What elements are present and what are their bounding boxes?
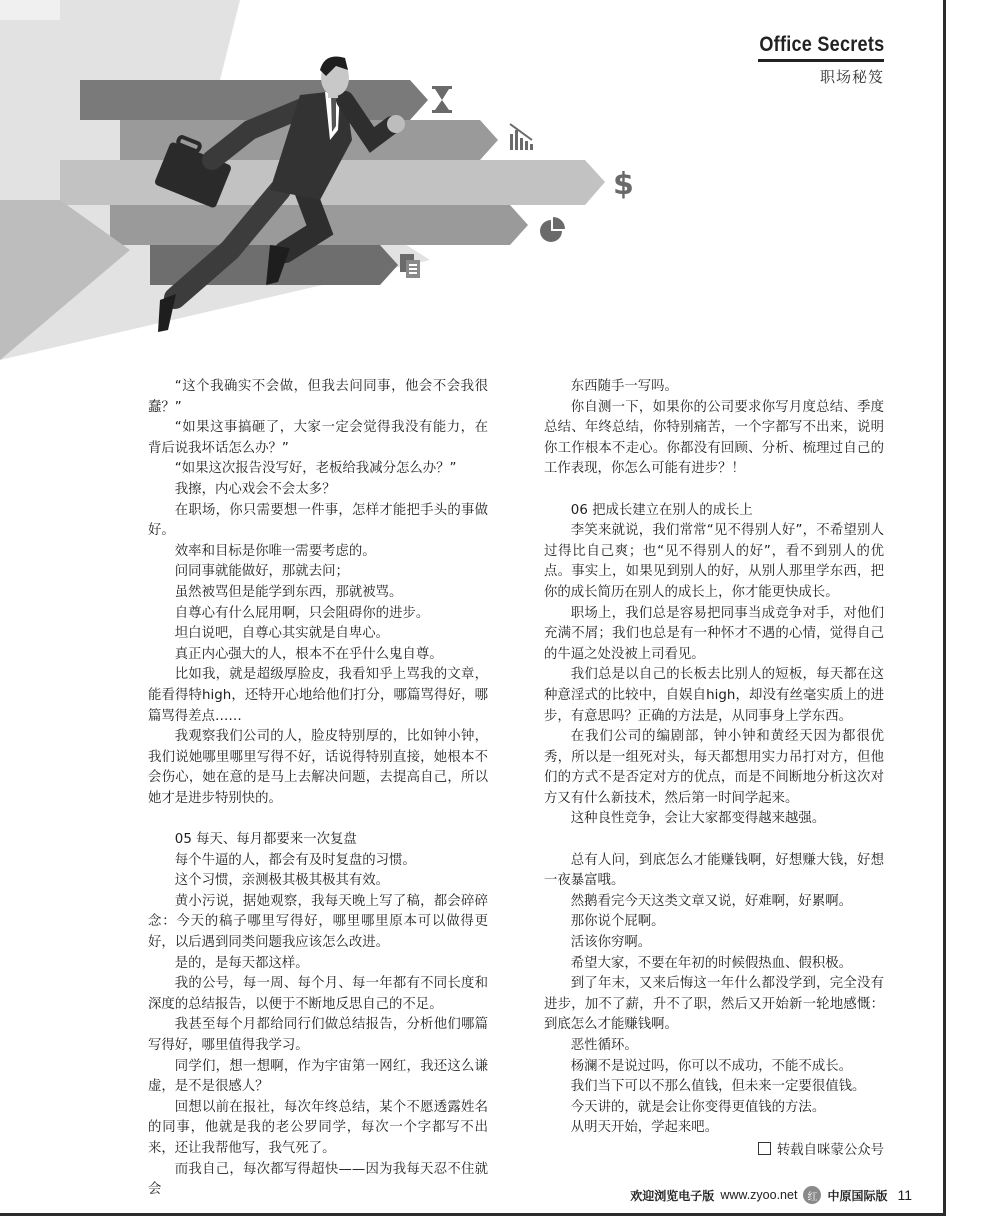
paragraph: 自尊心有什么屁用啊，只会阻碍你的进步。 (174, 605, 430, 621)
paragraph: 我的公号，每一周、每个月、每一年都有不同长度和深度的总结报告，以便于不断地反思自己的不足。 (148, 976, 488, 1012)
paragraph: 希望大家，不要在年初的时候假热血、假积极。 (570, 955, 852, 971)
paragraph: 这种良性竞争，会让大家都变得越来越强。 (570, 811, 826, 827)
paragraph: 我甚至每个月都给同行们做总结报告，分析他们哪篇写得好，哪里值得我学习。 (148, 1017, 488, 1053)
paragraph: 然鹅看完今天这类文章又说，好难啊，好累啊。 (570, 893, 852, 909)
paragraph: “如果这次报告没写好，老板给我减分怎么办？” (174, 461, 457, 477)
masthead-title-cn: 职场秘笈 (819, 68, 884, 86)
section-heading-05: 05 每天、每月都要来一次复盘 (174, 832, 357, 848)
paragraph: 我们总是以自己的长板去比别人的短板，每天都在这种意淫式的比较中，自娱自high，却没有丝毫实质上的进步，有意思吗？正确的方法是，从同事身上学东西。 (544, 667, 884, 724)
footer-badge-icon: 红 (803, 1186, 821, 1204)
paragraph: 而我自己，每次都写得超快——因为我每天忍不住就会 (148, 1161, 488, 1198)
page-footer (630, 1186, 912, 1204)
section-heading-06: 06 把成长建立在别人的成长上 (570, 502, 753, 518)
paragraph: 比如我，就是超级厚脸皮，我看知乎上骂我的文章，能看得特high，还特开心地给他们打分，哪篇骂得好，哪篇骂得差点…… (148, 667, 488, 724)
paragraph: 那你说个屁啊。 (570, 914, 665, 930)
paragraph: 从明天开始，学起来吧。 (570, 1120, 719, 1136)
paragraph: 问同事就能做好，那就去问； (174, 564, 349, 580)
paragraph: 我们当下可以不那么值钱，但未来一定要很值钱。 (570, 1079, 866, 1095)
paragraph: 是的，是每天都这样。 (174, 955, 309, 971)
paragraph: 你自测一下，如果你的公司要求你写月度总结、季度总结、年终总结，你特别痛苦，一个字都写不出来，说明你工作根本不走心。你都没有回顾、分析、梳理过自己的工作表现，你怎么可能有进步？！ (544, 399, 884, 477)
paragraph: 今天讲的，就是会让你变得更值钱的方法。 (570, 1099, 826, 1115)
paragraph: 黄小污说，据她观察，我每天晚上写了稿，都会碎碎念：今天的稿子哪里写得好，哪里哪里原本可以做得更好，以后遇到同类问题我应该怎么改进。 (148, 893, 488, 951)
paragraph: 同学们，想一想啊，作为宇宙第一网红，我还这么谦虚，是不是很感人？ (148, 1058, 488, 1095)
paragraph: 这个习惯，亲测极其极其极其有效。 (174, 873, 390, 889)
article-left-column (148, 377, 488, 1201)
footer-welcome: 欢迎浏览电子版 (630, 1188, 715, 1203)
masthead-rule (758, 59, 884, 62)
paragraph: 坦白说吧，自尊心其实就是自卑心。 (174, 626, 390, 642)
article-right-column (544, 377, 884, 1162)
source-text: 转载自咪蒙公众号 (776, 1142, 884, 1158)
paragraph-gap (148, 809, 488, 830)
dollar-icon (613, 167, 634, 202)
svg-text:$: $ (613, 167, 634, 202)
paragraph: 每个牛逼的人，都会有及时复盘的习惯。 (174, 852, 416, 868)
paragraph: 到了年末，又来后悔这一年什么都没学到，完全没有进步，加不了薪，升不了职，然后又开始新一轮地感慨：到底怎么才能赚钱啊。 (544, 976, 884, 1033)
paragraph: 效率和目标是你唯一需要考虑的。 (174, 543, 376, 559)
paragraph-gap (544, 480, 884, 501)
bar-chart-icon (510, 124, 533, 150)
paragraph: 恶性循环。 (570, 1038, 638, 1053)
hourglass-icon (432, 86, 452, 113)
paragraph: 东西随手一写吗。 (570, 379, 678, 394)
pie-chart-icon (540, 217, 565, 242)
paragraph: 我观察我们公司的人，脸皮特别厚的，比如钟小钟，我们说她哪里哪里写得不好，话说得特别直接，她根本不会伤心，她在意的是马上去解决问题，去提高自己，所以她才是进步特别快的。 (148, 729, 488, 806)
paragraph: 总有人问，到底怎么才能赚钱啊，好想赚大钱，好想一夜暴富哦。 (544, 852, 884, 889)
checkbox-square-icon (758, 1142, 771, 1155)
paragraph: 在职场，你只需要想一件事，怎样才能把手头的事做好。 (148, 502, 488, 539)
arrow-1 (80, 80, 428, 120)
paragraph: 李笑来就说，我们常常“见不得别人好”，不希望别人过得比自己爽；也“见不得别人的好”，看不到别人的优点。事实上，如果见到别人的好，从别人那里学东西，把你的成长简历在别人的成长上，你才能更快成长。 (544, 523, 884, 600)
masthead-title-en: Office Secrets (758, 33, 884, 56)
paragraph: 在我们公司的编剧部，钟小钟和黄经天因为都很优秀，所以是一组死对头，每天都想用实力吊打对方，但他们的方式不是否定对方的优点，而是不间断地分析这次对方又有什么新技术，然后第一时间学起来。 (544, 729, 884, 806)
masthead (739, 33, 884, 87)
header-illustration (0, 0, 660, 370)
paragraph: 职场上，我们总是容易把同事当成竞争对手，对他们充满不屑；我们也总是有一种怀才不遇的心情，觉得自己的牛逼之处没被上司看见。 (544, 605, 884, 662)
paragraph: 活该你穷啊。 (570, 935, 652, 951)
paragraph: “这个我确实不会做，但我去问同事，他会不会我很蠢？” (148, 379, 488, 415)
page-number: 11 (897, 1187, 912, 1203)
paragraph: 真正内心强大的人，根本不在乎什么鬼自尊。 (174, 646, 443, 662)
paragraph: “如果这事搞砸了，大家一定会觉得我没有能力，在背后说我坏话怎么办？” (148, 420, 488, 456)
footer-url[interactable]: www.zyoo.net (720, 1188, 798, 1202)
footer-edition: 中原国际版 (827, 1188, 888, 1203)
paragraph: 回想以前在报社，每次年终总结，某个不愿透露姓名的同事，他就是我的老公罗同学，每次一个字都写不出来，还让我帮他写，我气死了。 (148, 1099, 488, 1156)
paragraph: 我擦，内心戏会不会太多？ (174, 481, 336, 497)
paragraph: 杨澜不是说过吗，你可以不成功，不能不成长。 (570, 1058, 852, 1074)
paragraph: 虽然被骂但是能学到东西，那就被骂。 (174, 584, 403, 600)
source-credit (544, 1141, 884, 1162)
paragraph-gap (544, 830, 884, 851)
